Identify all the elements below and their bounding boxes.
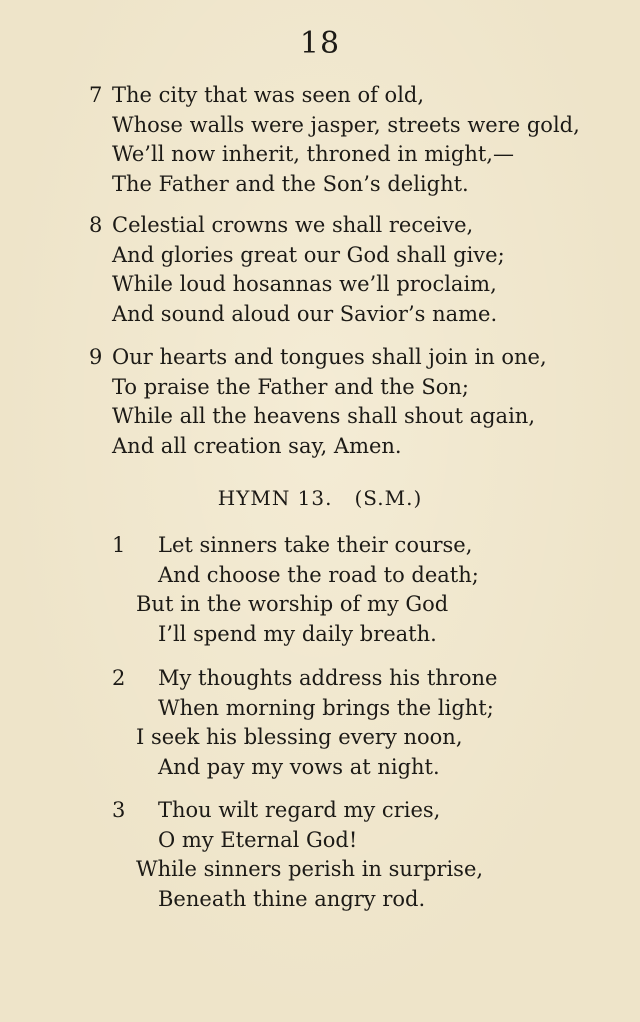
verse-line: Let sinners take their course, [158, 533, 473, 557]
verse-line: Celestial crowns we shall receive, [112, 213, 474, 237]
verse-line: My thoughts address his throne [158, 666, 498, 690]
stanza-7 [89, 81, 580, 199]
verse-line: We’ll now inherit, throned in might,— [112, 142, 514, 166]
verse-line: Thou wilt regard my cries, [158, 798, 441, 822]
verse-number: 3 [112, 798, 126, 822]
hymn-stanza-2 [112, 664, 498, 782]
verse-line: And choose the road to death; [158, 562, 479, 587]
verse-line: While all the heavens shall shout again, [112, 404, 535, 428]
stanza-8 [89, 211, 505, 329]
verse-line: And all creation say, Amen. [112, 433, 402, 458]
verse-number: 7 [89, 83, 103, 107]
verse-line: And glories great our God shall give; [112, 242, 505, 267]
verse-line: And sound aloud our Savior’s name. [112, 301, 498, 326]
verse-line: When morning brings the light; [158, 695, 494, 720]
verse-line: Beneath thine angry rod. [158, 886, 426, 911]
hymn-meter: (S.M.) [354, 486, 423, 510]
verse-number: 1 [112, 533, 126, 557]
verse-number: 9 [89, 345, 103, 369]
verse-line: O my Eternal God! [158, 827, 358, 852]
verse-line: Whose walls were jasper, streets were gold, [112, 112, 580, 137]
verse-line: The Father and the Son’s delight. [112, 171, 469, 196]
hymn-stanza-1 [112, 531, 479, 649]
verse-line: I’ll spend my daily breath. [158, 621, 437, 646]
hymn-stanza-3 [112, 796, 484, 914]
hymn-heading [0, 486, 640, 510]
verse-line: The city that was seen of old, [112, 83, 425, 107]
verse-number: 2 [112, 666, 126, 690]
verse-line: While sinners perish in surprise, [136, 857, 484, 881]
verse-line: I seek his blessing every noon, [136, 725, 463, 749]
verse-line: Our hearts and tongues shall join in one, [112, 345, 547, 369]
stanza-9 [89, 343, 547, 461]
hymn-title: HYMN 13. [217, 486, 333, 510]
page-number: 18 [299, 26, 341, 61]
verse-line: While loud hosannas we’ll proclaim, [112, 272, 497, 296]
verse-line: And pay my vows at night. [158, 754, 440, 779]
verse-line: To praise the Father and the Son; [112, 374, 469, 399]
verse-line: But in the worship of my God [136, 592, 449, 616]
verse-number: 8 [89, 213, 103, 237]
